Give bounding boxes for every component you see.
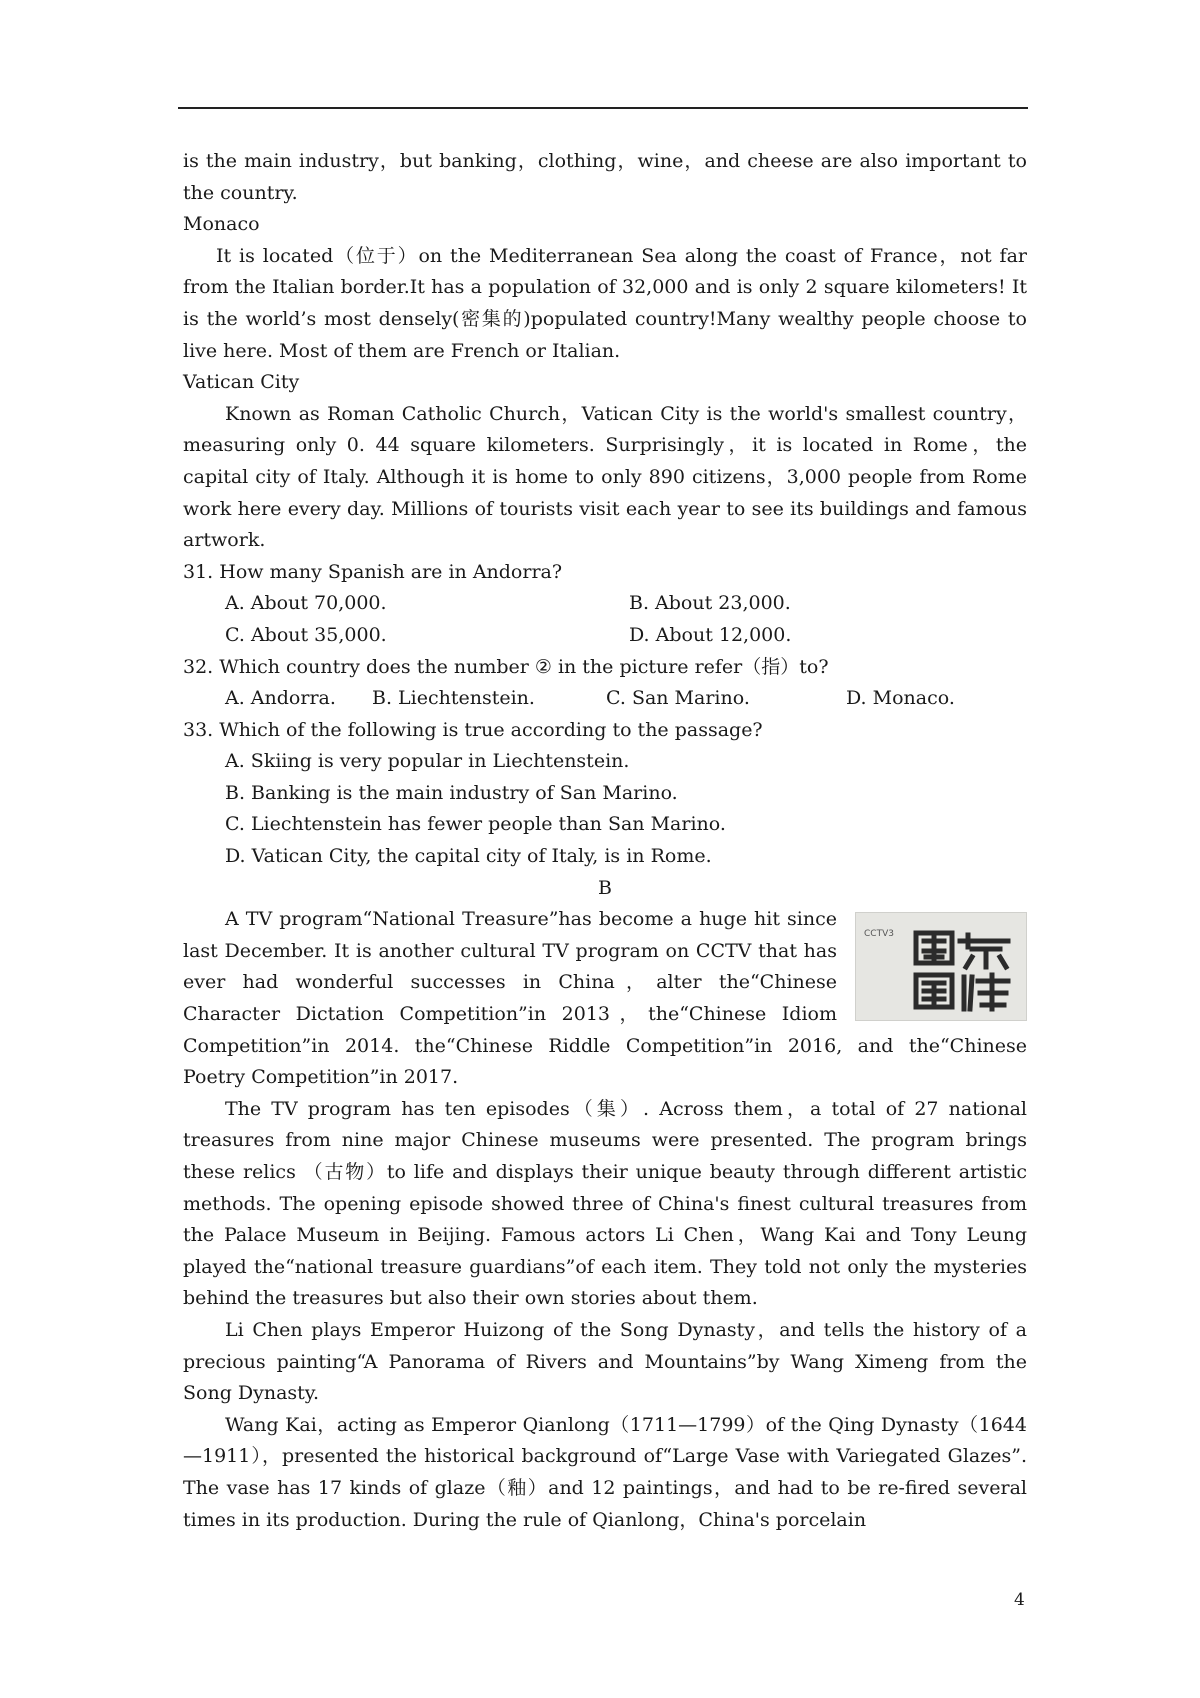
paragraph-b-3: Li Chen plays Emperor Huizong of the Song Dynasty，and tells the history of a precious painting“A Panorama of Rivers and Mountains”by Wang Ximeng from the Song Dynasty. — [183, 1318, 1027, 1405]
question-31-options-row-2 — [183, 620, 1027, 652]
question-32: 32. Which country does the number ② in the picture refer（指）to? — [183, 655, 829, 678]
page-content — [183, 146, 1027, 1536]
option-33-c: C. Liechtenstein has fewer people than San Marino. — [225, 813, 726, 836]
question-32-options — [183, 683, 1027, 715]
option-31-d: D. About 12,000. — [629, 623, 792, 646]
page-number: 4 — [1014, 1590, 1025, 1610]
paragraph-vatican-city: Known as Roman Catholic Church，Vatican City is the world's smallest country，measuring only 0. 44 square kilometers. Surprisingly，it is located in Rome，the capital city of Italy. Although it is home to only 890 citizens，3,000 people from Rome work here every day. Millions of tourists visit each year to see its buildings and famous artwork. — [183, 402, 1027, 552]
heading-vatican-city: Vatican City — [183, 371, 300, 394]
header-rule — [178, 107, 1028, 109]
option-31-c: C. About 35,000. — [225, 623, 387, 646]
option-32-c: C. San Marino. — [606, 687, 750, 710]
heading-monaco: Monaco — [183, 213, 260, 236]
option-33-d: D. Vatican City, the capital city of Italy, is in Rome. — [225, 845, 712, 868]
option-32-a: A. Andorra. — [225, 687, 336, 710]
cctv-tag: CCTV3 — [864, 929, 894, 940]
seal-calligraphy-graphic — [910, 927, 1014, 1013]
option-33-a: A. Skiing is very popular in Liechtenstein. — [225, 750, 630, 773]
section-b-label: B — [598, 876, 612, 899]
question-31: 31. How many Spanish are in Andorra? — [183, 560, 563, 583]
paragraph-b-2: The TV program has ten episodes（集）. Across them，a total of 27 national treasures from nine major Chinese museums were presented. The program brings these relics （古物）to life and displays their unique beauty through different artistic methods. The opening episode showed three of China's finest cultural treasures from the Palace Museum in Beijing. Famous actors Li Chen，Wang Kai and Tony Leung played the“national treasure guardians”of each item. They told not only the mysteries behind the treasures but also their own stories about them. — [183, 1097, 1027, 1310]
paragraph-b-1: A TV program“National Treasure”has become a huge hit since last December. It is another cultural TV program on CCTV that has ever had wonderful successes in China，alter the“Chinese Character Dictation Competition”in 2013，the“Chinese Idiom Competition”in 2014. the“Chinese Riddle Competition”in 2016, and the“Chinese Poetry Competition”in 2017. — [183, 908, 1027, 1089]
option-31-a: A. About 70,000. — [225, 592, 387, 615]
paragraph-b-4: Wang Kai，acting as Emperor Qianlong（1711—1799）of the Qing Dynasty（1644—1911），presented the historical background of“Large Vase with Variegated Glazes”. The vase has 17 kinds of glaze（釉）and 12 paintings，and had to be re-fired several times in its production. During the rule of Qianlong，China's porcelain — [183, 1413, 1027, 1531]
question-31-options-row-1 — [183, 588, 1027, 620]
option-32-d: D. Monaco. — [846, 687, 955, 710]
option-32-b: B. Liechtenstein. — [372, 687, 535, 710]
national-treasure-logo-image — [855, 912, 1027, 1021]
option-33-b: B. Banking is the main industry of San Marino. — [225, 781, 678, 804]
question-33: 33. Which of the following is true according to the passage? — [183, 718, 763, 741]
continued-paragraph: is the main industry，but banking，clothing，wine，and cheese are also important to the country. — [183, 150, 1027, 204]
option-31-b: B. About 23,000. — [629, 592, 791, 615]
paragraph-monaco: It is located（位于）on the Mediterranean Sea along the coast of France，not far from the Italian border.It has a population of 32,000 and is only 2 square kilometers! It is the world’s most densely(密集的)populated country!Many wealthy people choose to live here. Most of them are French or Italian. — [183, 244, 1027, 362]
